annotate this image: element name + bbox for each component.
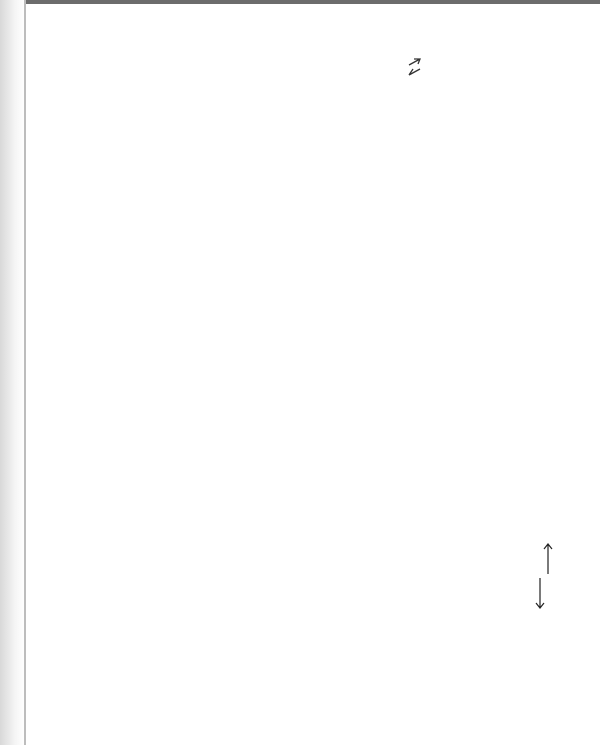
- top-edge-bar: [24, 0, 600, 4]
- top-chart-svg: [82, 88, 522, 268]
- bottom-chart: [82, 296, 522, 706]
- down-arrow-icon: [534, 576, 546, 610]
- up-arrow-icon: [542, 542, 554, 576]
- bottom-chart-svg: [82, 296, 522, 706]
- book-spine-shadow: [0, 0, 24, 745]
- cut-yarn-icon: [408, 67, 422, 77]
- symbol-legend: [408, 57, 426, 77]
- page-edge: [24, 0, 26, 745]
- attach-yarn-icon: [408, 57, 422, 67]
- top-chart: [82, 88, 522, 268]
